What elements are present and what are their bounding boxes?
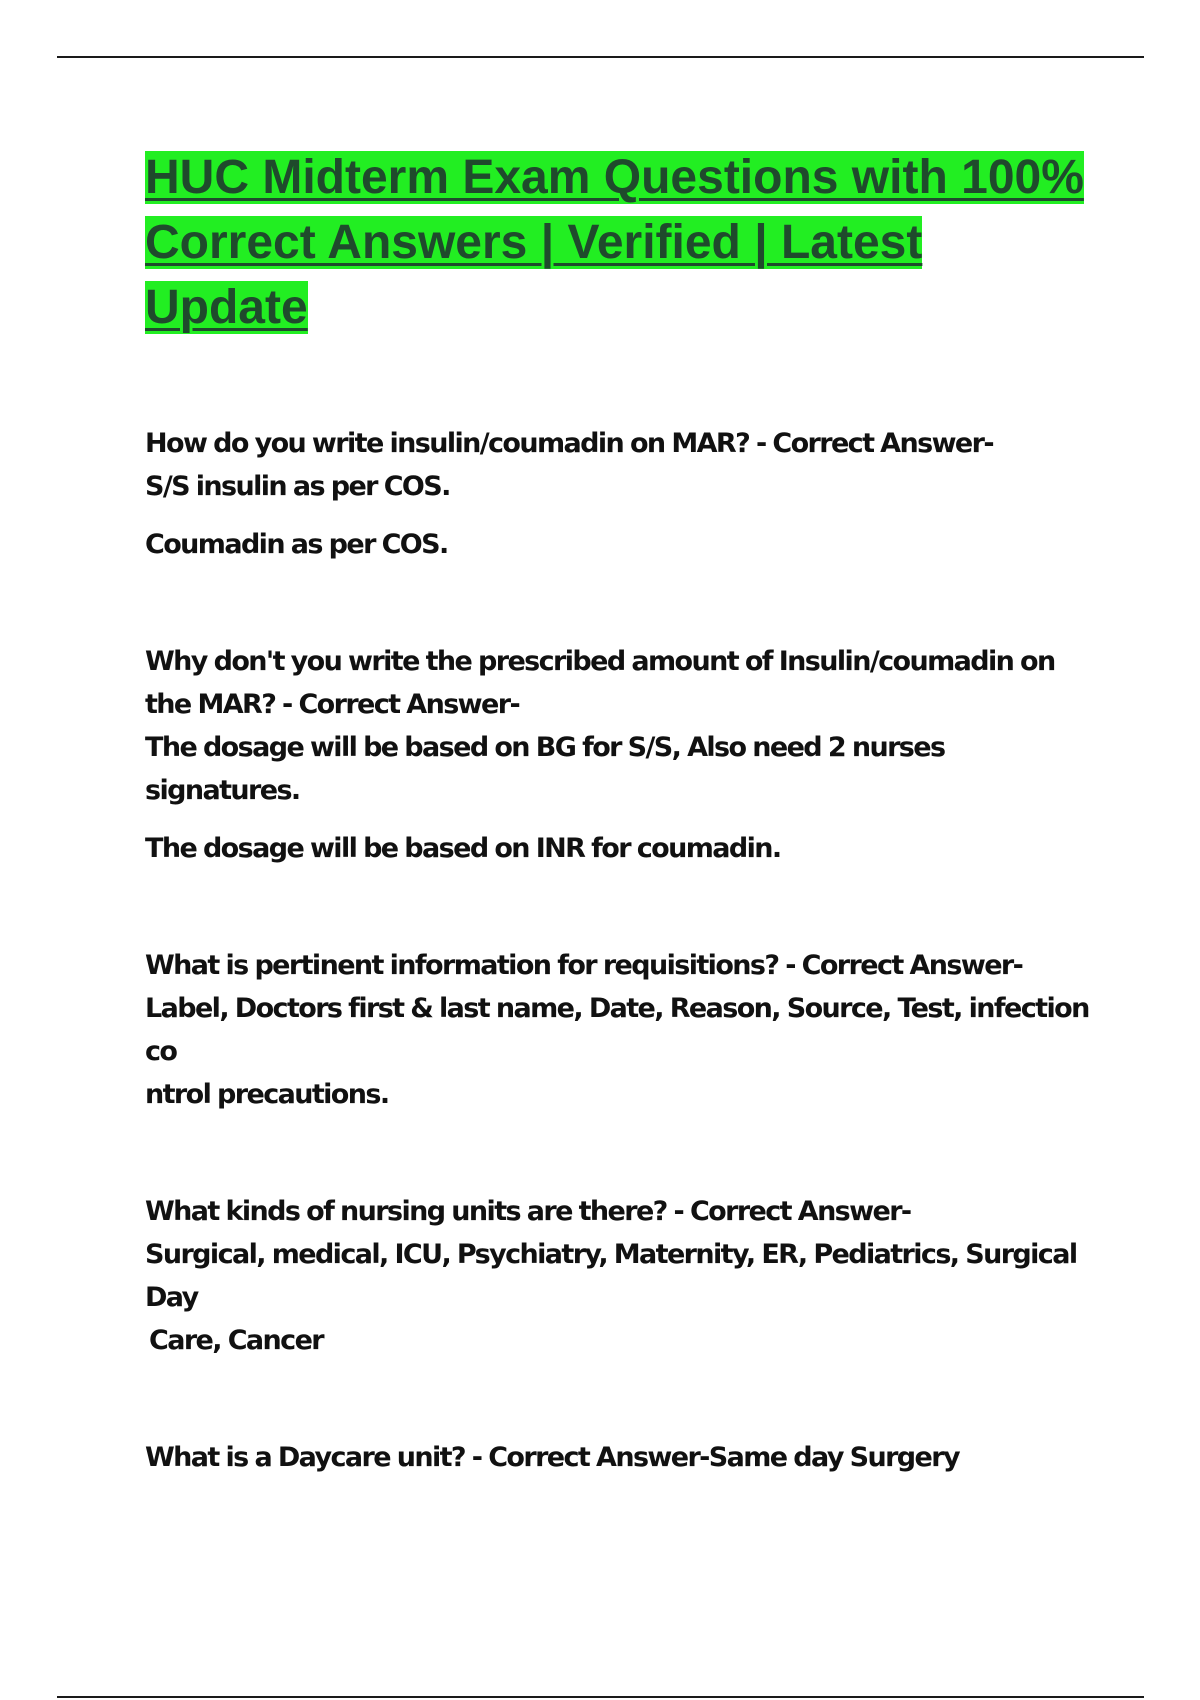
qa-answer-line: Surgical, medical, ICU, Psychiatry, Maternity, ER, Pediatrics, Surgical Day bbox=[145, 1239, 1077, 1313]
qa-item bbox=[145, 1190, 1105, 1362]
qa-answer-line: S/S insulin as per COS. bbox=[145, 471, 450, 502]
qa-question: Why don't you write the prescribed amount of Insulin/coumadin on the MAR? - Correct Answer- bbox=[145, 646, 1055, 720]
footer-rule bbox=[57, 1696, 1144, 1698]
qa-answer-line: Label, Doctors first & last name, Date, Reason, Source, Test, infection co bbox=[145, 993, 1089, 1067]
qa-answer-line: The dosage will be based on BG for S/S, Also need 2 nurses signatures. bbox=[145, 732, 945, 806]
qa-question: What kinds of nursing units are there? - Correct Answer- bbox=[145, 1196, 911, 1227]
qa-list bbox=[145, 422, 1105, 1479]
document-title-text: HUC Midterm Exam Questions with 100% Correct Answers | Verified | Latest Update bbox=[145, 151, 1084, 334]
qa-answer-line: Care, Cancer bbox=[149, 1325, 324, 1356]
qa-question: What is pertinent information for requisitions? - Correct Answer- bbox=[145, 950, 1023, 981]
qa-item bbox=[145, 422, 1105, 566]
document-body bbox=[145, 145, 1105, 1479]
qa-item bbox=[145, 1436, 1105, 1479]
qa-item bbox=[145, 944, 1105, 1116]
qa-item bbox=[145, 640, 1105, 870]
qa-answer-extra: The dosage will be based on INR for coumadin. bbox=[145, 833, 781, 864]
document-title bbox=[145, 145, 1085, 340]
qa-answer-extra: Coumadin as per COS. bbox=[145, 529, 448, 560]
qa-question: How do you write insulin/coumadin on MAR? - Correct Answer- bbox=[145, 428, 993, 459]
qa-answer-line: ntrol precautions. bbox=[145, 1079, 389, 1110]
header-rule bbox=[57, 56, 1144, 58]
qa-question: What is a Daycare unit? - Correct Answer-Same day Surgery bbox=[145, 1442, 959, 1473]
